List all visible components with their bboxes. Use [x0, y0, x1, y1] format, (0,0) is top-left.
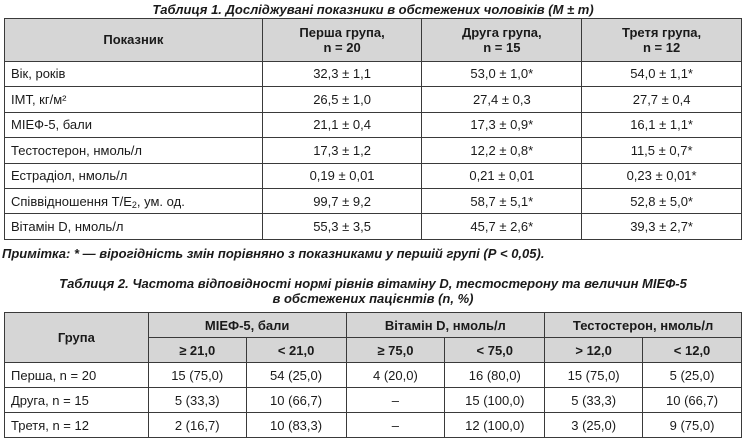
cell-value: 10 (66,7): [643, 388, 742, 413]
subheader: > 12,0: [545, 338, 643, 363]
row-label: Вітамін D, нмоль/л: [5, 214, 263, 240]
cell-value: 45,7 ± 2,6*: [422, 214, 582, 240]
table2-caption-line2: в обстежених пацієнтів (n, %): [272, 291, 474, 306]
table-row: [5, 363, 742, 388]
table-row: [5, 138, 742, 163]
header-group: Група: [5, 313, 149, 363]
table-row: [5, 163, 742, 188]
cell-value: –: [346, 413, 445, 438]
header-vitamin-d: Вітамін D, нмоль/л: [346, 313, 545, 338]
table-row: [5, 112, 742, 137]
cell-value: –: [346, 388, 445, 413]
cell-value: 0,21 ± 0,01: [422, 163, 582, 188]
cell-value: 58,7 ± 5,1*: [422, 189, 582, 214]
header-group-2: Друга група, n = 15: [422, 19, 582, 62]
cell-value: 16,1 ± 1,1*: [582, 112, 742, 137]
header-testosterone: Тестостерон, нмоль/л: [545, 313, 742, 338]
cell-value: 26,5 ± 1,0: [262, 87, 422, 112]
row-label: Друга, n = 15: [5, 388, 149, 413]
table1: [4, 18, 742, 240]
header-group-3: Третя група, n = 12: [582, 19, 742, 62]
cell-value: 39,3 ± 2,7*: [582, 214, 742, 240]
table-row: [5, 214, 742, 240]
header-indicator: Показник: [5, 19, 263, 62]
cell-value: 15 (100,0): [445, 388, 545, 413]
cell-value: 12,2 ± 0,8*: [422, 138, 582, 163]
header-group-1: Перша група, n = 20: [262, 19, 422, 62]
table-row: [5, 413, 742, 438]
cell-value: 27,7 ± 0,4: [582, 87, 742, 112]
table2: [4, 312, 742, 438]
cell-value: 32,3 ± 1,1: [262, 61, 422, 86]
cell-value: 15 (75,0): [545, 363, 643, 388]
header-iief5: МІЕФ-5, бали: [148, 313, 346, 338]
subheader: ≥ 75,0: [346, 338, 445, 363]
table-row: [5, 388, 742, 413]
table-row: [5, 189, 742, 214]
cell-value: 54 (25,0): [246, 363, 346, 388]
subheader: ≥ 21,0: [148, 338, 246, 363]
row-label: ІМТ, кг/м²: [5, 87, 263, 112]
cell-value: 9 (75,0): [643, 413, 742, 438]
cell-value: 0,23 ± 0,01*: [582, 163, 742, 188]
cell-value: 0,19 ± 0,01: [262, 163, 422, 188]
table-row: [5, 87, 742, 112]
table-row: [5, 61, 742, 86]
table2-caption-line1: Таблиця 2. Частота відповідності нормі рівнів вітаміну D, тестостерону та величин МІЕФ-5: [59, 276, 687, 291]
row-label: Третя, n = 12: [5, 413, 149, 438]
subheader: < 75,0: [445, 338, 545, 363]
row-label: Вік, років: [5, 61, 263, 86]
cell-value: 11,5 ± 0,7*: [582, 138, 742, 163]
row-label: Естрадіол, нмоль/л: [5, 163, 263, 188]
cell-value: 15 (75,0): [148, 363, 246, 388]
cell-value: 5 (33,3): [148, 388, 246, 413]
cell-value: 55,3 ± 3,5: [262, 214, 422, 240]
cell-value: 10 (83,3): [246, 413, 346, 438]
cell-value: 53,0 ± 1,0*: [422, 61, 582, 86]
row-label: Співвідношення $Т/E_2$, ум. од.: [5, 189, 263, 214]
table1-caption: Таблиця 1. Досліджувані показники в обстежених чоловіків (M ± m): [152, 2, 594, 17]
subheader: < 12,0: [643, 338, 742, 363]
cell-value: 10 (66,7): [246, 388, 346, 413]
cell-value: 99,7 ± 9,2: [262, 189, 422, 214]
cell-value: 16 (80,0): [445, 363, 545, 388]
cell-value: 54,0 ± 1,1*: [582, 61, 742, 86]
cell-value: 27,4 ± 0,3: [422, 87, 582, 112]
row-label: Перша, n = 20: [5, 363, 149, 388]
table1-note: Примітка: * — вірогідність змін порівняно з показниками у першій групі (Р < 0,05).: [2, 246, 545, 261]
cell-value: 12 (100,0): [445, 413, 545, 438]
cell-value: 17,3 ± 1,2: [262, 138, 422, 163]
row-label: Тестостерон, нмоль/л: [5, 138, 263, 163]
cell-value: 52,8 ± 5,0*: [582, 189, 742, 214]
cell-value: 5 (25,0): [643, 363, 742, 388]
cell-value: 5 (33,3): [545, 388, 643, 413]
cell-value: 4 (20,0): [346, 363, 445, 388]
cell-value: 17,3 ± 0,9*: [422, 112, 582, 137]
cell-value: 3 (25,0): [545, 413, 643, 438]
row-label: МІЕФ-5, бали: [5, 112, 263, 137]
cell-value: 2 (16,7): [148, 413, 246, 438]
cell-value: 21,1 ± 0,4: [262, 112, 422, 137]
subheader: < 21,0: [246, 338, 346, 363]
